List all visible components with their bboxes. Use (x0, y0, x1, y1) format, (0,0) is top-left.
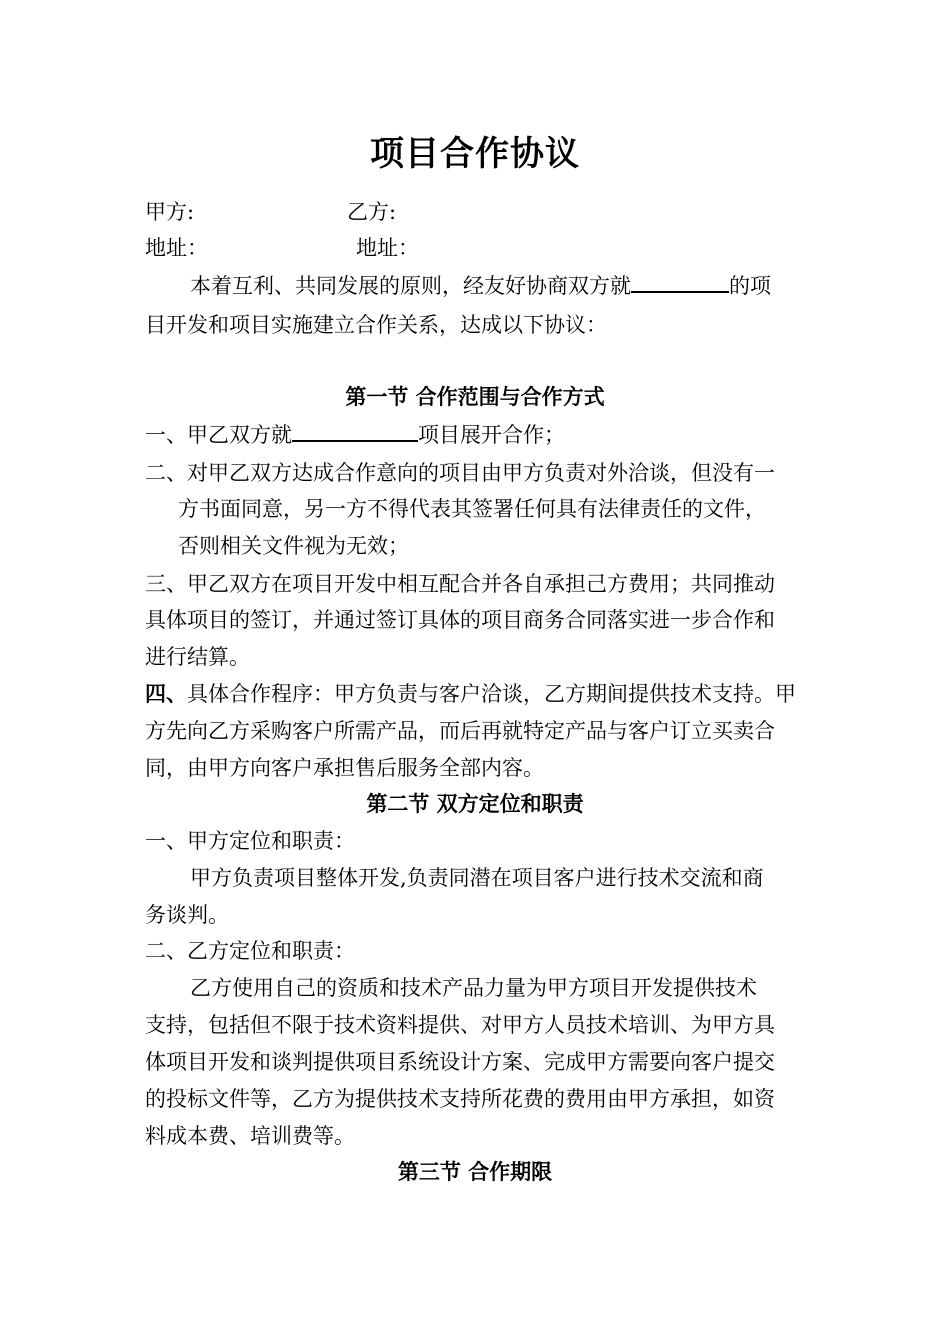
section-1-item-4-line-3: 同，由甲方向客户承担售后服务全部内容。 (145, 756, 544, 780)
party-line (145, 194, 397, 230)
section-1-heading: 第一节 合作范围与合作方式 (345, 385, 605, 409)
address-b-label: 地址： (356, 236, 419, 260)
section-1-item-3-line-2: 具体项目的签订，并通过签订具体的项目商务合同落实进一步合作和 (145, 608, 775, 632)
section-1-item-1 (145, 417, 565, 453)
section-1-item-3-line-1: 三、甲乙双方在项目开发中相互配合并各自承担己方费用；共同推动 (145, 572, 775, 596)
address-line (145, 230, 419, 266)
intro-text-end: 的项 (729, 274, 771, 298)
section-1-item-3-line-3: 进行结算。 (145, 645, 250, 669)
party-a-label: 甲方: (145, 200, 195, 224)
item-4-text: 具体合作程序：甲方负责与客户洽谈，乙方期间提供技术支持。甲 (187, 682, 796, 706)
section-2-b-line-1: 乙方使用自己的资质和技术产品力量为甲方项目开发提供技术 (190, 976, 757, 1000)
party-b-label: 乙方: (347, 200, 397, 224)
intro-text: 本着互利、共同发展的原则，经友好协商双方就 (190, 274, 631, 298)
project-name-blank[interactable] (631, 269, 729, 293)
intro-line-2: 目开发和项目实施建立合作关系，达成以下协议： (145, 313, 607, 337)
section-3-heading: 第三节 合作期限 (397, 1160, 553, 1184)
address-a-label: 地址： (145, 236, 208, 260)
section-2-a-title: 一、甲方定位和职责： (145, 829, 355, 853)
item-1-text-end: 项目展开合作； (418, 423, 565, 447)
section-1-item-4-line-2: 方先向乙方采购客户所需产品，而后再就特定产品与客户订立买卖合 (145, 719, 775, 743)
section-2-a-line-1: 甲方负责项目整体开发,负责同潜在项目客户进行技术交流和商 (190, 866, 764, 890)
section-2-heading: 第二节 双方定位和职责 (366, 792, 584, 816)
section-2-b-line-3: 体项目开发和谈判提供项目系统设计方案、完成甲方需要向客户提交 (145, 1050, 775, 1074)
section-2-b-line-4: 的投标文件等，乙方为提供技术支持所花费的费用由甲方承担，如资 (145, 1087, 775, 1111)
item-1-text: 一、甲乙双方就 (145, 423, 292, 447)
section-1-item-4-line-1 (145, 676, 796, 712)
document-title: 项目合作协议 (370, 134, 580, 174)
section-1-item-2-line-2: 方书面同意，另一方不得代表其签署任何具有法律责任的文件， (178, 497, 766, 521)
intro-line-1 (190, 268, 771, 304)
section-2-a-line-2: 务谈判。 (145, 903, 229, 927)
section-1-item-2-line-1: 二、对甲乙双方达成合作意向的项目由甲方负责对外洽谈，但没有一 (145, 461, 775, 485)
section-2-b-line-2: 支持，包括但不限于技术资料提供、对甲方人员技术培训、为甲方具 (145, 1013, 775, 1037)
project-blank[interactable] (292, 418, 418, 442)
section-1-item-2-line-3: 否则相关文件视为无效； (178, 534, 409, 558)
section-2-b-title: 二、乙方定位和职责： (145, 939, 355, 963)
item-4-prefix: 四、 (145, 681, 187, 706)
section-2-b-line-5: 料成本费、培训费等。 (145, 1124, 355, 1148)
